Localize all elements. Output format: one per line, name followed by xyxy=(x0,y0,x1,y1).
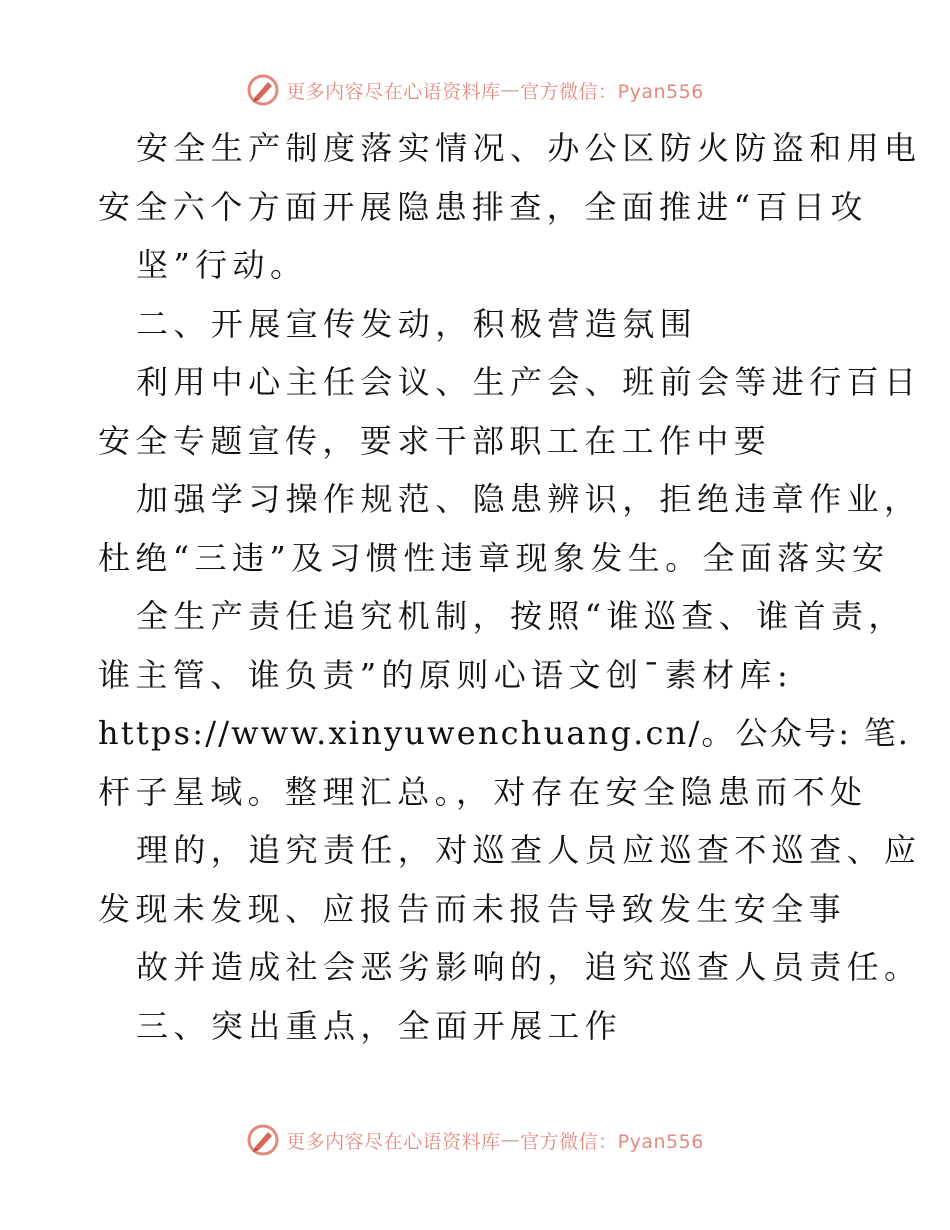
pen-logo-icon xyxy=(246,1123,280,1157)
text-line: 谁主管、谁负责”的原则心语文创¯素材库: xyxy=(98,655,794,694)
text-line-url: https://www.xinyuwenchuang.cn/。公众号: 笔. xyxy=(98,714,911,752)
watermark-dash: — xyxy=(500,79,521,101)
footer-watermark xyxy=(0,1120,950,1160)
text-line: 利用中心主任会议、生产会、班前会等进行百日 xyxy=(136,363,922,401)
text-line: 安全专题宣传，要求干部职工在工作中要 xyxy=(98,421,772,460)
watermark-wechat-text: 官方微信：Pyan556 xyxy=(520,80,704,103)
section-heading: 三、突出重点，全面开展工作 xyxy=(136,1006,623,1045)
text-line: 理的，追究责任，对巡查人员应巡查不巡查、应 xyxy=(136,831,922,869)
text-line: 故并造成社会恶劣影响的，追究巡查人员责任。 xyxy=(136,948,922,986)
watermark-main-text: 更多内容尽在心语资料库 xyxy=(286,80,501,103)
text-line: 安全六个方面开展隐患排查，全面推进“百日攻 xyxy=(98,187,868,226)
watermark-wechat-text: 官方微信：Pyan556 xyxy=(520,1130,704,1153)
text-line: 杜绝“三违”及习惯性违章现象发生。全面落实安 xyxy=(98,538,890,577)
text-line: 安全生产制度落实情况、办公区防火防盗和用电 xyxy=(136,129,922,167)
header-watermark xyxy=(0,70,950,110)
text-line: 杆子星域。整理汇总。，对存在安全隐患而不处 xyxy=(98,772,868,811)
text-line: 加强学习操作规范、隐患辨识，拒绝违章作业， xyxy=(136,480,922,518)
pen-logo-icon xyxy=(246,73,280,107)
section-heading: 二、开展宣传发动，积极营造氛围 xyxy=(136,304,698,343)
text-line: 全生产责任追究机制，按照“谁巡查、谁首责， xyxy=(136,597,906,635)
text-line: 坚”行动。 xyxy=(136,246,308,284)
text-line: 发现未发现、应报告而未报告导致发生安全事 xyxy=(98,889,847,928)
watermark-main-text: 更多内容尽在心语资料库 xyxy=(286,1130,501,1153)
document-body xyxy=(98,119,922,1055)
watermark-dash: — xyxy=(500,1129,521,1151)
